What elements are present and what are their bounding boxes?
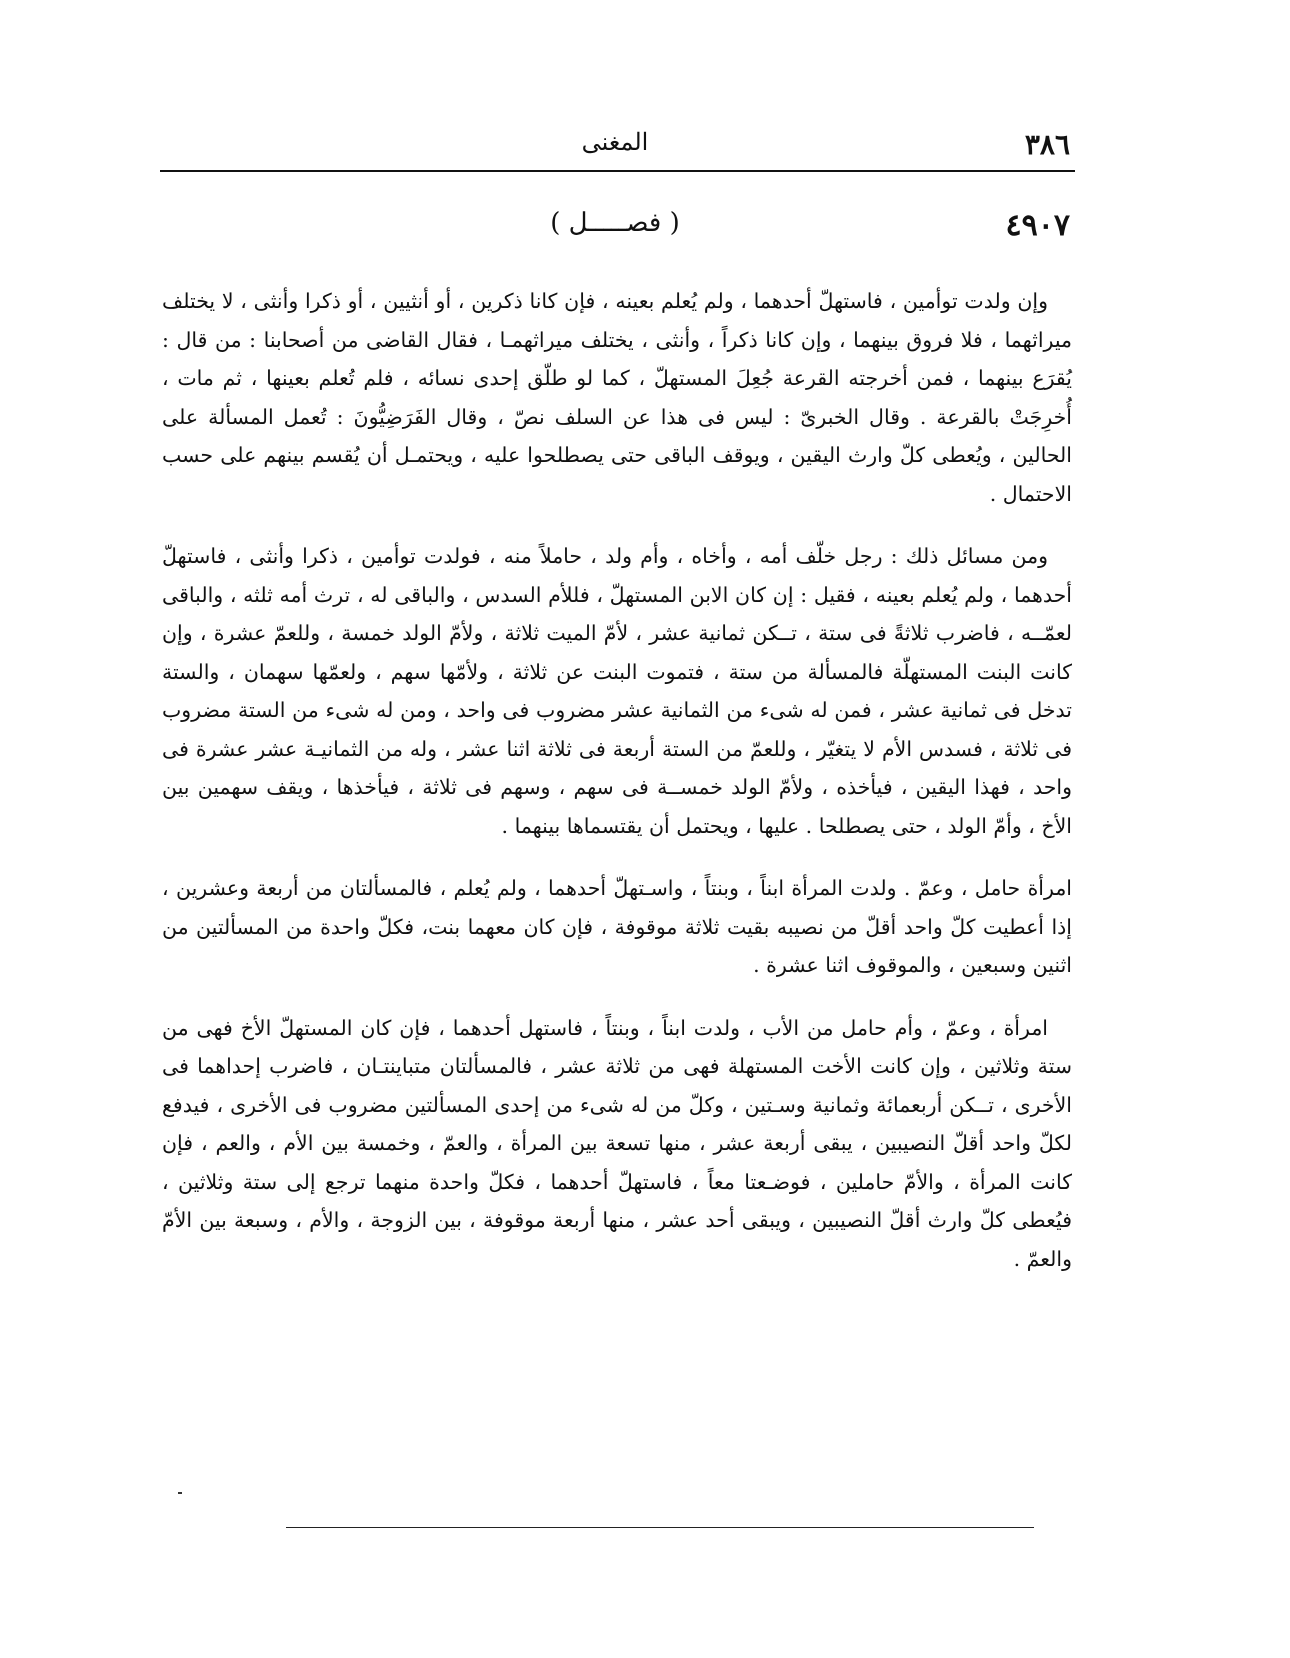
running-title: المغنى <box>581 128 649 156</box>
paragraph: امرأة ، وعمّ ، وأم حامل من الأب ، ولدت ابناً ، وبنتاً ، فاستهل أحدهما ، فإن كان المستهلّ الأخ فهى من ستة وثلاثين ، وإن كانت الأخت المستهلة فهى من ثلاثة عشر ، فالمسألتان متباينتـان ، فاضرب إحداهما فى الأخرى ، تــكن أربعمائة وثمانية وسـتين ، وكلّ من له شىء من إحدى المسألتين مضروب فى الأخرى ، فيدفع لكلّ واحد أقلّ النصيبين ، يبقى أربعة عشر ، منها تسعة بين المرأة ، والعمّ ، وخمسة بين الأم ، والعم ، فإن كانت المرأة ، والأمّ حاملين ، فوضـعتا معاً ، فاستهلّ أحدهما ، فكلّ واحدة منهما ترجع إلى ستة وثلاثين ، فيُعطى كلّ وارث أقلّ النصيبين ، ويبقى أحد عشر ، منها أربعة موقوفة ، بين الزوجة ، والأم ، وسبعة بين الأمّ والعمّ . <box>162 1015 1072 1271</box>
section-title: ( فصـــــل ) <box>550 208 680 238</box>
header-rule <box>160 170 1075 172</box>
paragraph: ومن مسائل ذلك : رجل خلّف أمه ، وأخاه ، وأم ولد ، حاملاً منه ، فولدت توأمين ، ذكرا وأنثى ، فاستهلّ أحدهما ، ولم يُعلم بعينه ، فقيل : إن كان الابن المستهلّ ، فللأم السدس ، والباقى له ، ترث أمه ثلثه ، والباقى لعمّــه ، فاضرب ثلاثةً فى ستة ، تــكن ثمانية عشر ، لأمّ الميت ثلاثة ، ولأمّ الولد خمسة ، وللعمّ عشرة ، وإن كانت البنت المستهلّة فالمسألة من ستة ، فتموت البنت عن ثلاثة ، ولأمّها سهم ، ولعمّها سهمان ، والستة تدخل فى ثمانية عشر ، فمن له شىء من الثمانية عشر مضروب فى واحد ، ومن له شىء من الستة مضروب فى ثلاثة ، فسدس الأم لا يتغيّر ، وللعمّ من الستة أربعة فى ثلاثة اثنا عشر ، وله من الثمانيـة عشر عشرة فى واحد ، فهذا اليقين ، فيأخذه ، ولأمّ الولد خمســة فى سهم ، وسهم فى ثلاثة ، فيأخذها ، ويقف سهمين بين الأخ ، وأمّ الولد ، حتى يصطلحا . عليها ، ويحتمل أن يقتسماها بينهما . <box>162 544 1072 838</box>
footer-rule <box>286 1527 1034 1528</box>
section-number: ٤٩٠٧ <box>1005 208 1070 243</box>
page-header <box>160 128 1070 168</box>
paragraph: امرأة حامل ، وعمّ . ولدت المرأة ابناً ، وبنتاً ، واسـتهلّ أحدهما ، ولم يُعلم ، فالمسألتان من أربعة وعشرين ، إذا أعطيت كلّ واحد أقلّ من نصيبه بقيت ثلاثة موقوفة ، فإن كان معهما بنت، فكلّ واحدة من المسألتين من اثنين وسبعين ، والموقوف اثنا عشرة . <box>162 876 1072 977</box>
body-text <box>162 282 1072 1278</box>
page-number: ٣٨٦ <box>1024 128 1070 161</box>
paragraph: وإن ولدت توأمين ، فاستهلّ أحدهما ، ولم يُعلم بعينه ، فإن كانا ذكرين ، أو أنثيين ، أو ذكرا وأنثى ، لا يختلف ميراثهما ، فلا فروق بينهما ، وإن كانا ذكراً ، وأنثى ، يختلف ميراثهمـا ، فقال القاضى من أصحابنا : من قال : يُقرَع بينهما ، فمن أخرجته القرعة جُعِلَ المستهلّ ، كما لو طلّق إحدى نسائه ، فلم تُعلم بعينها ، ثم مات ، أُخرِجَتْ بالقرعة . وقال الخبرىّ : ليس فى هذا عن السلف نصّ ، وقال الفَرَضِيُّونَ : تُعمل المسألة على الحالين ، ويُعطى كلّ وارث اليقين ، ويوقف الباقى حتى يصطلحوا عليه ، ويحتمـل أن يُقسم بينهم على حسب الاحتمال . <box>162 289 1073 506</box>
stray-mark <box>178 1492 182 1494</box>
section-heading <box>160 208 1070 252</box>
